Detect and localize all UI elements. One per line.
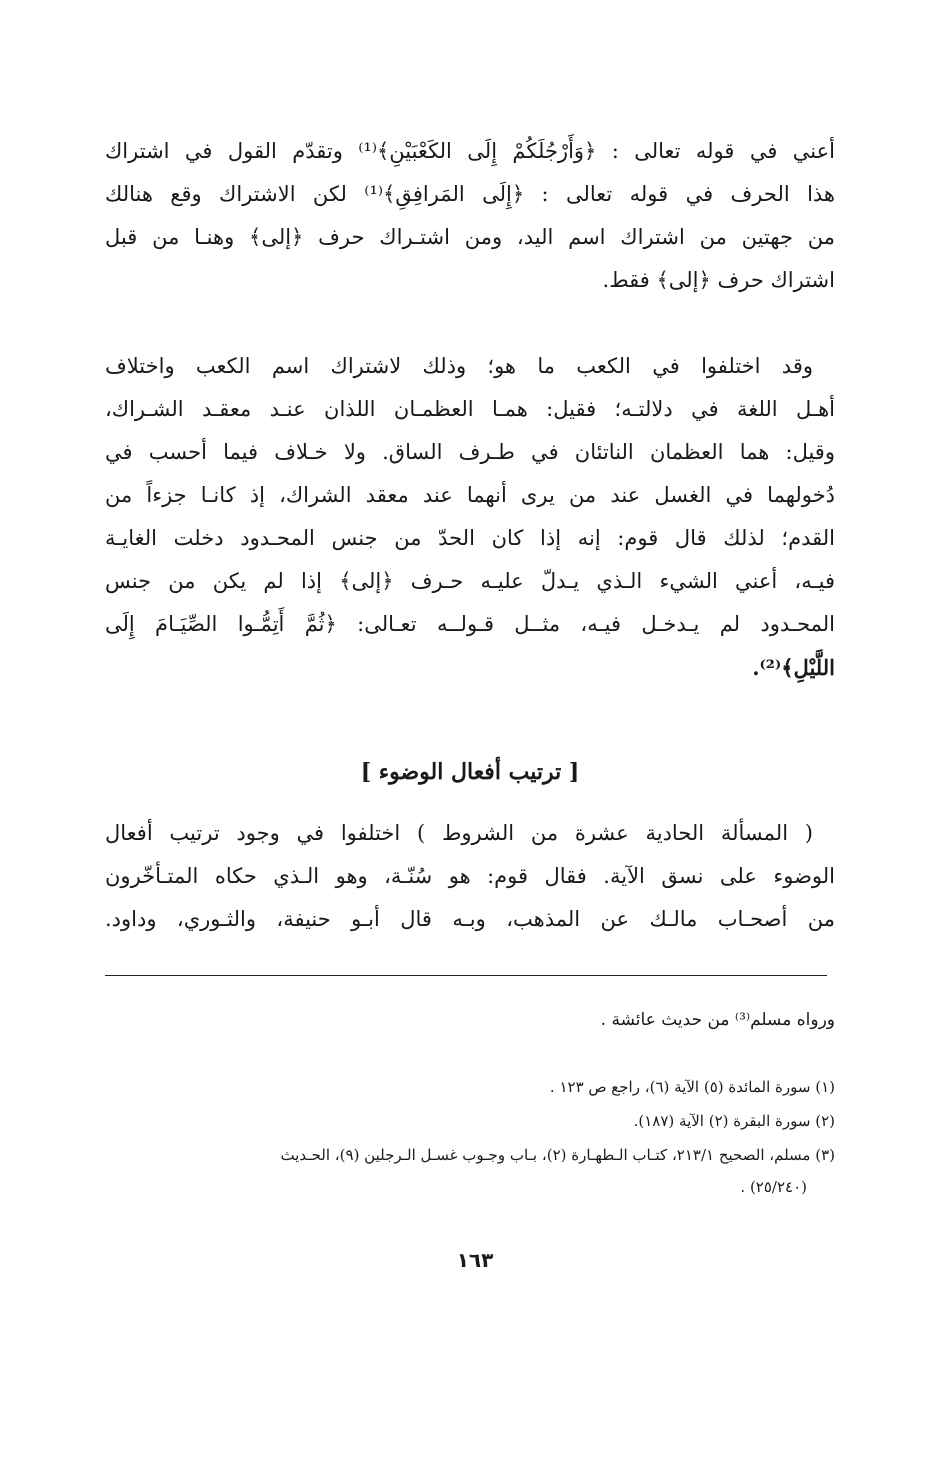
text-line: المحـدود لم يـدخـل فيـه، مثــل قـولــه تعـالى: ﴿ثُمَّ أَتِمُّـوا الصِّيَـامَ إِلَى	[105, 612, 835, 636]
text-line: من أصحـاب مالـك عن المذهب، وبـه قال أبـو حنيفة، والثـوري، وداود.	[105, 907, 835, 931]
text-line: فيـه، أعني الشيء الـذي يـدلّ عليـه حـرف ﴿إلى﴾ إذا لم يكن من جنس	[105, 569, 835, 593]
paragraph-2	[105, 345, 835, 689]
text-line: الوضوء على نسق الآية. فقال قوم: هو سُنّـة، وهو الـذي حكاه المتـأخّرون	[105, 864, 835, 888]
text-line: من جهتين من اشتراك اسم اليد، ومن اشتـراك حرف ﴿إلى﴾ وهنـا من قبل	[105, 225, 835, 249]
footnote-2: (٢) سورة البقرة (٢) الآية (١٨٧).	[633, 1112, 835, 1130]
text-line: أعني في قوله تعالى : ﴿وَأَرْجُلَكُمْ إِلَى الكَعْبَيْنِ﴾⁽¹⁾ وتقدّم القول في اشتراك	[105, 139, 835, 163]
text-line: اللَّيْلِ﴾⁽²⁾.	[752, 655, 835, 680]
footnote-3-continued: (٢٥/٢٤٠) .	[740, 1178, 807, 1196]
paragraph-1	[105, 130, 835, 302]
text-line: اشتراك حرف ﴿إلى﴾ فقط.	[602, 268, 835, 292]
footnote-continuation: ورواه مسلم⁽³⁾ من حديث عائشة .	[600, 1010, 835, 1030]
text-line: دُخولهما في الغسل عند من يرى أنهما عند معقد الشراك، إذ كانـا جزءاً من	[105, 483, 835, 507]
footnote-3: (٣) مسلم، الصحيح ٢١٣/١، كتـاب الـطهـارة (٢)، بـاب وجـوب غسـل الـرجلين (٩)، الحـديث	[280, 1146, 835, 1164]
text-line: وقد اختلفوا في الكعب ما هو؛ وذلك لاشتراك اسم الكعب واختلاف	[105, 354, 813, 378]
page-number: ١٦٣	[456, 1248, 494, 1272]
footnote-1: (١) سورة المائدة (٥) الآية (٦)، راجع ص ١٢٣ .	[549, 1078, 835, 1096]
paragraph-3	[105, 812, 835, 941]
text-line: أهـل اللغة في دلالتـه؛ فقيل: همـا العظمـان اللذان عنـد معقـد الشـراك،	[105, 397, 835, 421]
text-line: هذا الحرف في قوله تعالى : ﴿إِلَى المَرافِقِ﴾⁽¹⁾ لكن الاشتراك وقع هنالك	[105, 182, 835, 206]
section-heading: [ ترتيب أفعال الوضوء ]	[360, 759, 580, 785]
text-line: القدم؛ لذلك قال قوم: إنه إذا كان الحدّ من جنس المحـدود دخلت الغايـة	[105, 526, 835, 550]
text-line: وقيل: هما العظمان الناتئان في طـرف الساق. ولا خـلاف فيما أحسب في	[105, 440, 835, 464]
text-line: ( المسألة الحادية عشرة من الشروط ) اختلفوا في وجود ترتيب أفعال	[105, 821, 813, 845]
footnote-divider	[105, 975, 827, 976]
